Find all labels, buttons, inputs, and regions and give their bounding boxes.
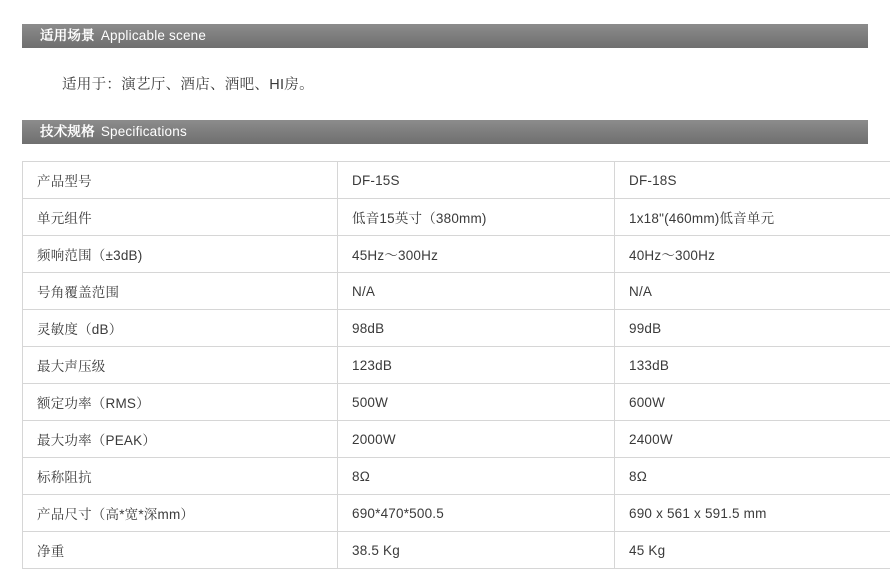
specifications-header bbox=[22, 120, 868, 144]
spec-value-model-a-cell: 45Hz～300Hz bbox=[338, 236, 615, 273]
spec-value-model-b-cell: 8Ω bbox=[615, 458, 890, 495]
specifications-title-cn: 技术规格 bbox=[40, 124, 95, 139]
table-row bbox=[23, 532, 890, 569]
spec-value-model-a-cell: 低音15英寸（380mm) bbox=[338, 199, 615, 236]
specifications-table bbox=[22, 161, 890, 569]
spec-label-cell: 频响范围（±3dB) bbox=[23, 236, 338, 273]
spec-label-cell: 产品尺寸（高*宽*深mm） bbox=[23, 495, 338, 532]
spec-value-model-a-cell: 690*470*500.5 bbox=[338, 495, 615, 532]
table-row bbox=[23, 384, 890, 421]
table-row bbox=[23, 236, 890, 273]
table-row bbox=[23, 347, 890, 384]
applicable-scene-body: 适用于：演艺厅、酒店、酒吧、HI房。 bbox=[62, 77, 314, 93]
spec-value-model-a-cell: 8Ω bbox=[338, 458, 615, 495]
spec-value-model-b-cell: 690 x 561 x 591.5 mm bbox=[615, 495, 890, 532]
table-row bbox=[23, 162, 890, 199]
table-row bbox=[23, 495, 890, 532]
spec-value-model-a-cell: 38.5 Kg bbox=[338, 532, 615, 569]
spec-value-model-a-cell: 500W bbox=[338, 384, 615, 421]
spec-value-model-a-cell: DF-15S bbox=[338, 162, 615, 199]
spec-value-model-b-cell: 45 Kg bbox=[615, 532, 890, 569]
spec-value-model-a-cell: N/A bbox=[338, 273, 615, 310]
spec-value-model-b-cell: N/A bbox=[615, 273, 890, 310]
spec-value-model-b-cell: 99dB bbox=[615, 310, 890, 347]
spec-label-cell: 最大声压级 bbox=[23, 347, 338, 384]
specifications-table-body bbox=[23, 162, 890, 569]
specifications-title-en: Specifications bbox=[100, 124, 187, 139]
spec-value-model-b-cell: 40Hz～300Hz bbox=[615, 236, 890, 273]
spec-label-cell: 净重 bbox=[23, 532, 338, 569]
spec-value-model-a-cell: 2000W bbox=[338, 421, 615, 458]
spec-value-model-a-cell: 98dB bbox=[338, 310, 615, 347]
table-row bbox=[23, 310, 890, 347]
spec-label-cell: 额定功率（RMS） bbox=[23, 384, 338, 421]
spec-label-cell: 灵敏度（dB） bbox=[23, 310, 338, 347]
spec-label-cell: 标称阻抗 bbox=[23, 458, 338, 495]
table-row bbox=[23, 458, 890, 495]
spec-label-cell: 最大功率（PEAK） bbox=[23, 421, 338, 458]
table-row bbox=[23, 421, 890, 458]
spec-value-model-b-cell: 2400W bbox=[615, 421, 890, 458]
spec-label-cell: 号角覆盖范围 bbox=[23, 273, 338, 310]
spec-label-cell: 产品型号 bbox=[23, 162, 338, 199]
spec-value-model-b-cell: 600W bbox=[615, 384, 890, 421]
spec-value-model-b-cell: 1x18"(460mm)低音单元 bbox=[615, 199, 890, 236]
applicable-scene-title-en: Applicable scene bbox=[100, 28, 207, 43]
spec-value-model-b-cell: DF-18S bbox=[615, 162, 890, 199]
table-row bbox=[23, 273, 890, 310]
spec-value-model-b-cell: 133dB bbox=[615, 347, 890, 384]
spec-label-cell: 单元组件 bbox=[23, 199, 338, 236]
table-row bbox=[23, 199, 890, 236]
applicable-scene-header bbox=[22, 24, 868, 48]
applicable-scene-title-cn: 适用场景 bbox=[40, 28, 95, 43]
spec-value-model-a-cell: 123dB bbox=[338, 347, 615, 384]
